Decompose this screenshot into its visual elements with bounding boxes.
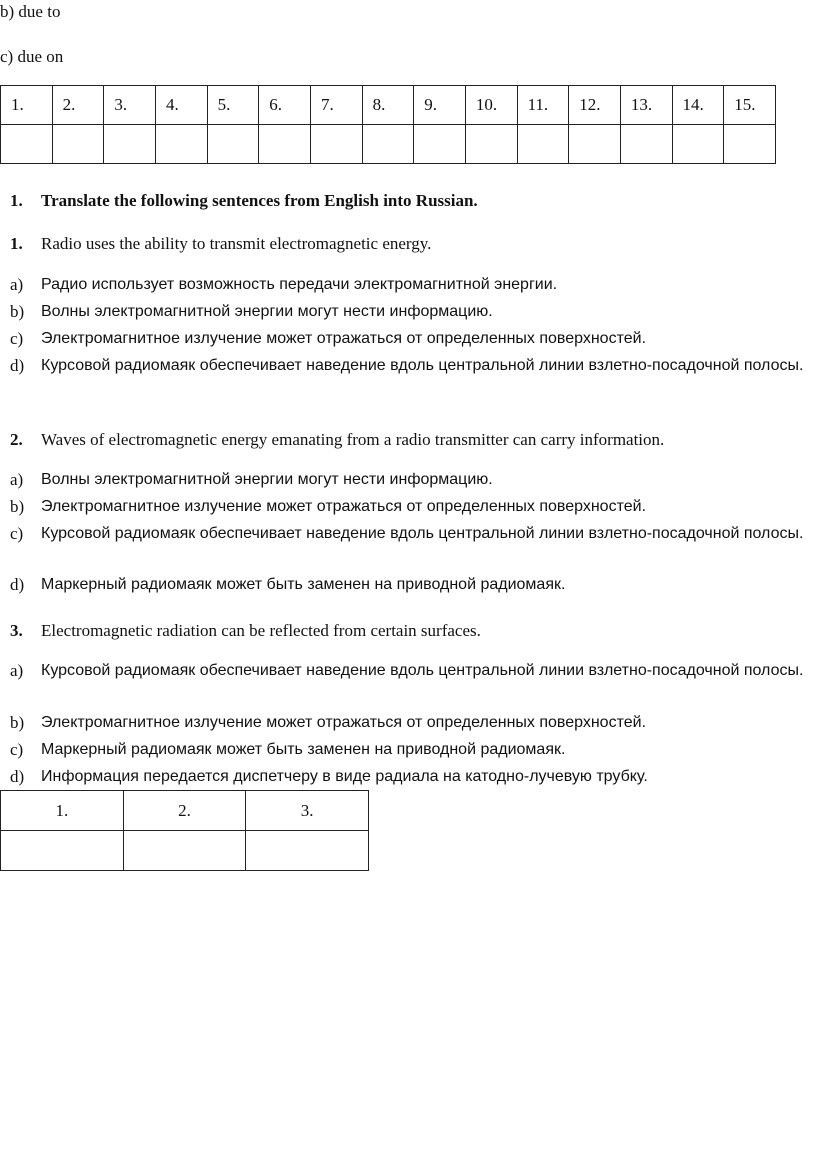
question-number: 2. bbox=[10, 430, 23, 449]
grid-header-cell: 1. bbox=[1, 791, 124, 831]
answer-cell[interactable] bbox=[465, 125, 517, 164]
task-title: Translate the following sentences from English into Russian. bbox=[41, 191, 478, 210]
grid-header-cell: 11. bbox=[517, 86, 569, 125]
grid-header-cell: 2. bbox=[123, 791, 246, 831]
option-text: Волны электромагнитной энергии могут нести информацию. bbox=[41, 303, 493, 320]
grid-header-cell: 1. bbox=[1, 86, 53, 125]
grid-header-cell: 15. bbox=[724, 86, 776, 125]
question-number: 3. bbox=[10, 621, 23, 640]
option-text: Курсовой радиомаяк обеспечивает наведение вдоль центральной линии взлетно-посадочной полосы. bbox=[41, 662, 804, 679]
answer-grid-header-row bbox=[1, 791, 369, 831]
answer-grid-answer-row bbox=[1, 125, 776, 164]
answer-cell[interactable] bbox=[569, 125, 621, 164]
option-label: d) bbox=[10, 575, 25, 594]
question-1-option-a[interactable] bbox=[10, 271, 816, 298]
grid-header-cell: 3. bbox=[104, 86, 156, 125]
task-heading bbox=[10, 191, 478, 211]
answer-cell[interactable] bbox=[246, 831, 369, 871]
option-label: d) bbox=[10, 767, 25, 786]
answer-cell[interactable] bbox=[155, 125, 207, 164]
answer-cell[interactable] bbox=[620, 125, 672, 164]
option-label: b) bbox=[10, 302, 25, 321]
answer-grid-15 bbox=[0, 85, 776, 164]
grid-header-cell: 2. bbox=[52, 86, 104, 125]
option-text: Электромагнитное излучение может отражаться от определенных поверхностей. bbox=[41, 714, 647, 731]
grid-header-cell: 4. bbox=[155, 86, 207, 125]
option-label: c) bbox=[10, 524, 24, 543]
option-text: due on bbox=[17, 47, 64, 66]
question-3-option-a[interactable] bbox=[10, 657, 816, 684]
question-3-option-c[interactable] bbox=[10, 736, 816, 763]
grid-header-cell: 7. bbox=[310, 86, 362, 125]
grid-header-cell: 6. bbox=[259, 86, 311, 125]
answer-cell[interactable] bbox=[123, 831, 246, 871]
option-text: Радио использует возможность передачи электромагнитной энергии. bbox=[41, 276, 558, 293]
question-number: 1. bbox=[10, 234, 23, 253]
answer-grid-header-row bbox=[1, 86, 776, 125]
option-label: a) bbox=[10, 275, 24, 294]
answer-grid-answer-row bbox=[1, 831, 369, 871]
question-2-option-c[interactable] bbox=[10, 520, 816, 547]
option-text: Информация передается диспетчеру в виде радиала на катодно-лучевую трубку. bbox=[41, 768, 648, 785]
question-2-option-a[interactable] bbox=[10, 466, 816, 493]
task-number: 1. bbox=[10, 191, 23, 210]
question-1-option-d[interactable] bbox=[10, 352, 816, 379]
question-1 bbox=[10, 234, 431, 254]
answer-cell[interactable] bbox=[1, 831, 124, 871]
answer-cell[interactable] bbox=[414, 125, 466, 164]
question-2 bbox=[10, 430, 664, 450]
question-3-option-b[interactable] bbox=[10, 709, 816, 736]
grid-header-cell: 13. bbox=[620, 86, 672, 125]
question-1-option-c[interactable] bbox=[10, 325, 816, 352]
answer-cell[interactable] bbox=[104, 125, 156, 164]
question-text: Radio uses the ability to transmit electromagnetic energy. bbox=[41, 234, 432, 253]
grid-header-cell: 10. bbox=[465, 86, 517, 125]
question-3 bbox=[10, 621, 481, 641]
question-2-option-b[interactable] bbox=[10, 493, 816, 520]
option-text: Электромагнитное излучение может отражаться от определенных поверхностей. bbox=[41, 498, 647, 515]
answer-cell[interactable] bbox=[672, 125, 724, 164]
answer-cell[interactable] bbox=[517, 125, 569, 164]
answer-grid-3 bbox=[0, 790, 369, 871]
option-c-due-on bbox=[0, 47, 63, 67]
answer-cell[interactable] bbox=[310, 125, 362, 164]
answer-cell[interactable] bbox=[207, 125, 259, 164]
option-label: c) bbox=[0, 47, 14, 66]
option-text: Курсовой радиомаяк обеспечивает наведение вдоль центральной линии взлетно-посадочной полосы. bbox=[41, 357, 804, 374]
answer-cell[interactable] bbox=[259, 125, 311, 164]
question-2-option-d[interactable] bbox=[10, 571, 816, 598]
option-label: b) bbox=[0, 2, 15, 21]
option-label: c) bbox=[10, 329, 24, 348]
question-text: Waves of electromagnetic energy emanating from a radio transmitter can carry information. bbox=[41, 430, 665, 449]
option-label: d) bbox=[10, 356, 25, 375]
grid-header-cell: 5. bbox=[207, 86, 259, 125]
question-3-option-d[interactable] bbox=[10, 763, 816, 790]
option-text: Волны электромагнитной энергии могут нести информацию. bbox=[41, 471, 493, 488]
question-text: Electromagnetic radiation can be reflected from certain surfaces. bbox=[41, 621, 481, 640]
option-text: Электромагнитное излучение может отражаться от определенных поверхностей. bbox=[41, 330, 647, 347]
grid-header-cell: 12. bbox=[569, 86, 621, 125]
answer-cell[interactable] bbox=[52, 125, 104, 164]
answer-cell[interactable] bbox=[362, 125, 414, 164]
option-b-due-to bbox=[0, 2, 60, 22]
answer-cell[interactable] bbox=[724, 125, 776, 164]
grid-header-cell: 9. bbox=[414, 86, 466, 125]
option-label: b) bbox=[10, 497, 25, 516]
answer-cell[interactable] bbox=[1, 125, 53, 164]
grid-header-cell: 14. bbox=[672, 86, 724, 125]
option-label: b) bbox=[10, 713, 25, 732]
option-text: due to bbox=[18, 2, 61, 21]
option-label: a) bbox=[10, 470, 24, 489]
grid-header-cell: 3. bbox=[246, 791, 369, 831]
option-label: a) bbox=[10, 661, 24, 680]
option-label: c) bbox=[10, 740, 24, 759]
option-text: Маркерный радиомаяк может быть заменен на приводной радиомаяк. bbox=[41, 576, 566, 593]
question-1-option-b[interactable] bbox=[10, 298, 816, 325]
option-text: Курсовой радиомаяк обеспечивает наведение вдоль центральной линии взлетно-посадочной полосы. bbox=[41, 525, 804, 542]
option-text: Маркерный радиомаяк может быть заменен на приводной радиомаяк. bbox=[41, 741, 566, 758]
grid-header-cell: 8. bbox=[362, 86, 414, 125]
